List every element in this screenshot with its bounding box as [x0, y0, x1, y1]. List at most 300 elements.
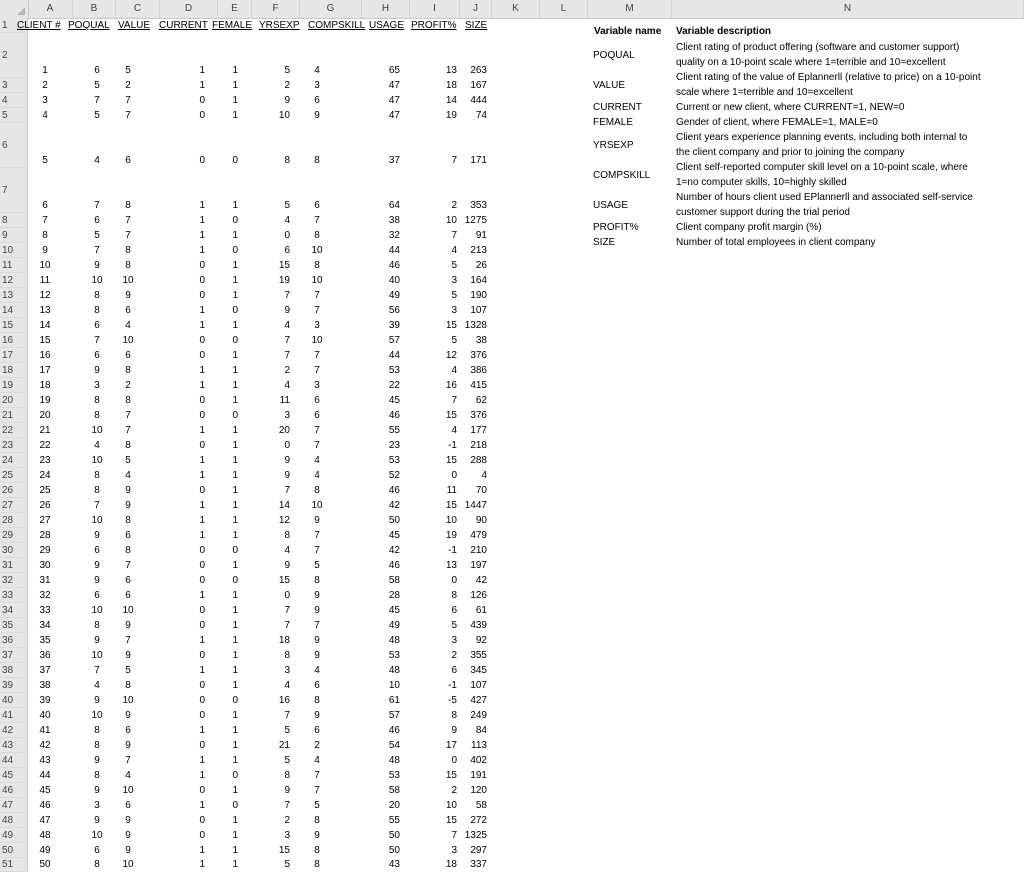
table-cell[interactable]: 1 [199, 530, 205, 541]
row-header-46[interactable]: 46 [0, 783, 28, 798]
table-cell[interactable]: 16 [278, 695, 290, 706]
table-header-poqual[interactable]: POQUAL [68, 20, 110, 31]
variable-description-line[interactable]: Client rating of product offering (software and customer support) [676, 42, 960, 53]
table-cell[interactable]: 0 [199, 740, 205, 751]
table-cell[interactable]: 27 [39, 515, 51, 526]
row-header-30[interactable]: 30 [0, 543, 28, 558]
table-cell[interactable]: 1 [199, 425, 205, 436]
row-header-12[interactable]: 12 [0, 273, 28, 288]
table-cell[interactable]: 18 [445, 80, 457, 91]
table-cell[interactable]: 6 [94, 320, 100, 331]
table-cell[interactable]: 7 [451, 830, 457, 841]
table-cell[interactable]: 8 [94, 740, 100, 751]
table-cell[interactable]: 0 [284, 590, 290, 601]
table-cell[interactable]: 15 [39, 335, 51, 346]
table-cell[interactable]: 0 [199, 155, 205, 166]
table-cell[interactable]: 402 [470, 755, 487, 766]
table-cell[interactable]: 7 [284, 350, 290, 361]
table-cell[interactable]: 13 [39, 305, 51, 316]
row-header-18[interactable]: 18 [0, 363, 28, 378]
table-cell[interactable]: 7 [94, 500, 100, 511]
table-cell[interactable]: 10 [91, 275, 103, 286]
table-cell[interactable]: 1 [232, 440, 238, 451]
table-cell[interactable]: 10 [122, 335, 134, 346]
row-header-4[interactable]: 4 [0, 93, 28, 108]
column-header-c[interactable]: C [116, 0, 160, 18]
table-cell[interactable]: 11 [279, 395, 290, 406]
table-cell[interactable]: 5 [42, 155, 48, 166]
table-cell[interactable]: 1 [232, 395, 238, 406]
table-cell[interactable]: 1 [199, 845, 205, 856]
table-cell[interactable]: 54 [388, 740, 400, 751]
table-cell[interactable]: 9 [94, 785, 100, 796]
row-header-7[interactable]: 7 [0, 168, 28, 213]
table-cell[interactable]: 7 [125, 560, 131, 571]
row-header-32[interactable]: 32 [0, 573, 28, 588]
table-cell[interactable]: 45 [388, 395, 400, 406]
table-cell[interactable]: 3 [284, 830, 290, 841]
table-cell[interactable]: 1 [232, 65, 238, 76]
table-cell[interactable]: 16 [39, 350, 51, 361]
table-cell[interactable]: 7 [125, 410, 131, 421]
table-cell[interactable]: 7 [125, 95, 131, 106]
table-cell[interactable]: 2 [284, 80, 290, 91]
row-header-25[interactable]: 25 [0, 468, 28, 483]
table-cell[interactable]: 84 [475, 725, 487, 736]
column-header-h[interactable]: H [362, 0, 410, 18]
variable-name-profit[interactable]: PROFIT% [593, 222, 639, 233]
table-cell[interactable]: 353 [470, 200, 487, 211]
table-cell[interactable]: 18 [278, 635, 290, 646]
table-cell[interactable]: 42 [475, 575, 487, 586]
table-cell[interactable]: 4 [284, 215, 290, 226]
table-cell[interactable]: 44 [388, 245, 400, 256]
table-cell[interactable]: 9 [125, 845, 131, 856]
table-cell[interactable]: 1 [199, 380, 205, 391]
table-cell[interactable]: 15 [445, 455, 457, 466]
table-cell[interactable]: 0 [199, 350, 205, 361]
table-cell[interactable]: 4 [42, 110, 48, 121]
table-cell[interactable]: 61 [475, 605, 487, 616]
table-cell[interactable]: 32 [388, 230, 400, 241]
table-cell[interactable]: 47 [388, 80, 400, 91]
row-header-23[interactable]: 23 [0, 438, 28, 453]
table-cell[interactable]: 167 [470, 80, 487, 91]
table-cell[interactable]: 8 [314, 230, 320, 241]
table-cell[interactable]: 4 [125, 320, 131, 331]
table-cell[interactable]: 1 [232, 755, 238, 766]
variable-name-compskill[interactable]: COMPSKILL [593, 170, 651, 181]
table-cell[interactable]: 42 [388, 500, 400, 511]
table-cell[interactable]: 210 [470, 545, 487, 556]
table-cell[interactable]: 8 [94, 410, 100, 421]
table-cell[interactable]: 9 [284, 785, 290, 796]
row-header-42[interactable]: 42 [0, 723, 28, 738]
table-cell[interactable]: 1 [232, 859, 238, 870]
table-cell[interactable]: 1 [232, 470, 238, 481]
table-cell[interactable]: 0 [451, 755, 457, 766]
row-header-39[interactable]: 39 [0, 678, 28, 693]
table-cell[interactable]: 43 [388, 859, 400, 870]
table-cell[interactable]: 52 [388, 470, 400, 481]
table-cell[interactable]: 8 [451, 710, 457, 721]
table-cell[interactable]: 1 [42, 65, 48, 76]
row-header-3[interactable]: 3 [0, 78, 28, 93]
table-cell[interactable]: 31 [39, 575, 51, 586]
table-cell[interactable]: 42 [388, 545, 400, 556]
row-header-27[interactable]: 27 [0, 498, 28, 513]
table-cell[interactable]: 6 [314, 680, 320, 691]
table-cell[interactable]: 7 [125, 230, 131, 241]
column-header-d[interactable]: D [160, 0, 218, 18]
table-cell[interactable]: 10 [91, 605, 103, 616]
table-cell[interactable]: 1 [199, 515, 205, 526]
table-cell[interactable]: 3 [314, 320, 320, 331]
table-cell[interactable]: 45 [388, 530, 400, 541]
table-cell[interactable]: 2 [284, 815, 290, 826]
row-header-51[interactable]: 51 [0, 858, 28, 872]
row-header-43[interactable]: 43 [0, 738, 28, 753]
table-cell[interactable]: 9 [94, 815, 100, 826]
table-cell[interactable]: 0 [451, 575, 457, 586]
table-cell[interactable]: 1 [232, 485, 238, 496]
table-cell[interactable]: 6 [94, 590, 100, 601]
table-cell[interactable]: 3 [42, 95, 48, 106]
table-cell[interactable]: 1 [199, 230, 205, 241]
table-cell[interactable]: 39 [39, 695, 51, 706]
table-cell[interactable]: 126 [470, 590, 487, 601]
table-cell[interactable]: 38 [39, 680, 51, 691]
table-cell[interactable]: 48 [388, 665, 400, 676]
table-cell[interactable]: 1 [199, 590, 205, 601]
table-cell[interactable]: 22 [39, 440, 51, 451]
table-cell[interactable]: 9 [314, 605, 320, 616]
table-cell[interactable]: 56 [388, 305, 400, 316]
select-all-corner[interactable] [0, 0, 29, 18]
table-cell[interactable]: 4 [284, 320, 290, 331]
table-cell[interactable]: 7 [284, 290, 290, 301]
table-cell[interactable]: 74 [475, 110, 487, 121]
table-cell[interactable]: 191 [470, 770, 487, 781]
row-header-1[interactable]: 1 [0, 18, 28, 33]
table-cell[interactable]: 0 [199, 680, 205, 691]
table-cell[interactable]: 9 [314, 710, 320, 721]
table-cell[interactable]: 15 [278, 845, 290, 856]
table-header-size[interactable]: SIZE [465, 20, 488, 31]
variable-description-line[interactable]: Client rating of the value of Eplannerll (relative to price) on a 10-point [676, 72, 981, 83]
row-header-36[interactable]: 36 [0, 633, 28, 648]
table-cell[interactable]: 120 [470, 785, 487, 796]
table-cell[interactable]: 4 [481, 470, 487, 481]
row-header-35[interactable]: 35 [0, 618, 28, 633]
column-header-f[interactable]: F [252, 0, 300, 18]
row-header-33[interactable]: 33 [0, 588, 28, 603]
row-header-6[interactable]: 6 [0, 123, 28, 168]
table-cell[interactable]: 28 [388, 590, 400, 601]
table-cell[interactable]: 6 [451, 665, 457, 676]
table-header-usage[interactable]: USAGE [369, 20, 405, 31]
table-cell[interactable]: 7 [94, 335, 100, 346]
row-header-2[interactable]: 2 [0, 33, 28, 78]
table-cell[interactable]: 9 [94, 260, 100, 271]
table-cell[interactable]: 7 [284, 605, 290, 616]
row-header-45[interactable]: 45 [0, 768, 28, 783]
table-cell[interactable]: 5 [284, 200, 290, 211]
table-cell[interactable]: 6 [314, 95, 320, 106]
table-cell[interactable]: 1 [232, 500, 238, 511]
table-cell[interactable]: 9 [314, 635, 320, 646]
column-header-k[interactable]: K [492, 0, 540, 18]
row-header-16[interactable]: 16 [0, 333, 28, 348]
table-cell[interactable]: 8 [125, 515, 131, 526]
table-cell[interactable]: 7 [451, 395, 457, 406]
table-cell[interactable]: 6 [284, 245, 290, 256]
table-cell[interactable]: 44 [388, 350, 400, 361]
table-cell[interactable]: 10 [311, 500, 323, 511]
table-cell[interactable]: 427 [470, 695, 487, 706]
table-cell[interactable]: 0 [199, 710, 205, 721]
table-cell[interactable]: 8 [94, 290, 100, 301]
table-cell[interactable]: 5 [451, 260, 457, 271]
table-cell[interactable]: 386 [470, 365, 487, 376]
row-header-44[interactable]: 44 [0, 753, 28, 768]
table-cell[interactable]: 15 [445, 815, 457, 826]
table-cell[interactable]: 8 [125, 365, 131, 376]
table-cell[interactable]: 7 [125, 425, 131, 436]
table-cell[interactable]: 17 [39, 365, 51, 376]
table-cell[interactable]: 9 [125, 710, 131, 721]
table-cell[interactable]: 4 [284, 380, 290, 391]
table-cell[interactable]: 6 [125, 725, 131, 736]
table-cell[interactable]: 8 [94, 725, 100, 736]
table-cell[interactable]: 33 [39, 605, 51, 616]
table-cell[interactable]: 1 [232, 710, 238, 721]
table-cell[interactable]: 0 [232, 770, 238, 781]
table-cell[interactable]: 0 [199, 695, 205, 706]
table-cell[interactable]: 4 [94, 440, 100, 451]
table-cell[interactable]: 8 [451, 590, 457, 601]
table-cell[interactable]: 1 [199, 755, 205, 766]
table-cell[interactable]: 58 [388, 575, 400, 586]
table-cell[interactable]: 107 [470, 305, 487, 316]
table-cell[interactable]: 9 [284, 560, 290, 571]
variable-description-line[interactable]: Current or new client, where CURRENT=1, NEW=0 [676, 102, 905, 113]
variable-description-line[interactable]: Gender of client, where FEMALE=1, MALE=0 [676, 117, 878, 128]
table-cell[interactable]: 7 [314, 305, 320, 316]
table-cell[interactable]: 53 [388, 455, 400, 466]
table-cell[interactable]: 13 [445, 560, 457, 571]
table-cell[interactable]: 2 [451, 785, 457, 796]
table-cell[interactable]: 46 [39, 800, 51, 811]
table-cell[interactable]: 38 [388, 215, 400, 226]
table-cell[interactable]: 7 [314, 785, 320, 796]
table-cell[interactable]: 3 [284, 665, 290, 676]
row-header-49[interactable]: 49 [0, 828, 28, 843]
table-cell[interactable]: 10 [91, 455, 103, 466]
table-cell[interactable]: 3 [94, 380, 100, 391]
table-cell[interactable]: 9 [125, 485, 131, 496]
table-cell[interactable]: 8 [42, 230, 48, 241]
table-cell[interactable]: 0 [199, 260, 205, 271]
column-header-n[interactable]: N [672, 0, 1024, 18]
table-cell[interactable]: 58 [388, 785, 400, 796]
table-cell[interactable]: 4 [314, 455, 320, 466]
table-cell[interactable]: 5 [94, 110, 100, 121]
table-cell[interactable]: 8 [125, 200, 131, 211]
table-cell[interactable]: 36 [39, 650, 51, 661]
table-cell[interactable]: 9 [314, 515, 320, 526]
column-header-j[interactable]: J [460, 0, 492, 18]
table-cell[interactable]: 19 [278, 275, 290, 286]
table-cell[interactable]: 49 [388, 290, 400, 301]
table-cell[interactable]: 7 [94, 95, 100, 106]
variable-name-usage[interactable]: USAGE [593, 200, 629, 211]
table-cell[interactable]: 355 [470, 650, 487, 661]
table-cell[interactable]: 0 [199, 620, 205, 631]
table-cell[interactable]: 8 [125, 440, 131, 451]
table-cell[interactable]: 7 [314, 365, 320, 376]
table-cell[interactable]: 10 [122, 785, 134, 796]
table-cell[interactable]: 6 [125, 155, 131, 166]
table-cell[interactable]: 5 [451, 290, 457, 301]
table-cell[interactable]: 6 [125, 800, 131, 811]
table-cell[interactable]: 2 [451, 650, 457, 661]
table-cell[interactable]: 7 [314, 545, 320, 556]
table-cell[interactable]: 8 [94, 470, 100, 481]
column-header-b[interactable]: B [73, 0, 116, 18]
table-cell[interactable]: 25 [39, 485, 51, 496]
table-cell[interactable]: 46 [388, 725, 400, 736]
table-cell[interactable]: 2 [314, 740, 320, 751]
table-cell[interactable]: 197 [470, 560, 487, 571]
variable-description-line[interactable]: customer support during the trial period [676, 207, 850, 218]
table-cell[interactable]: 218 [470, 440, 487, 451]
table-cell[interactable]: 29 [39, 545, 51, 556]
table-cell[interactable]: 19 [445, 530, 457, 541]
table-cell[interactable]: 7 [314, 350, 320, 361]
table-cell[interactable]: 11 [446, 485, 457, 496]
table-cell[interactable]: 1325 [464, 830, 487, 841]
table-cell[interactable]: 9 [451, 725, 457, 736]
table-cell[interactable]: 6 [94, 845, 100, 856]
table-cell[interactable]: 21 [278, 740, 290, 751]
table-cell[interactable]: 0 [232, 695, 238, 706]
variable-name-female[interactable]: FEMALE [593, 117, 634, 128]
table-cell[interactable]: 7 [314, 215, 320, 226]
table-cell[interactable]: 1275 [464, 215, 487, 226]
table-cell[interactable]: 18 [39, 380, 51, 391]
table-cell[interactable]: 177 [470, 425, 487, 436]
column-header-e[interactable]: E [218, 0, 252, 18]
table-cell[interactable]: 5 [94, 80, 100, 91]
table-cell[interactable]: 10 [388, 680, 400, 691]
table-cell[interactable]: 48 [39, 830, 51, 841]
table-cell[interactable]: 10 [278, 110, 290, 121]
table-cell[interactable]: 64 [388, 200, 400, 211]
table-cell[interactable]: 1 [232, 95, 238, 106]
table-cell[interactable]: 58 [475, 800, 487, 811]
row-header-21[interactable]: 21 [0, 408, 28, 423]
table-cell[interactable]: 20 [388, 800, 400, 811]
table-cell[interactable]: 13 [445, 65, 457, 76]
table-cell[interactable]: 45 [388, 605, 400, 616]
table-cell[interactable]: 5 [451, 620, 457, 631]
table-cell[interactable]: 35 [39, 635, 51, 646]
table-cell[interactable]: 164 [470, 275, 487, 286]
table-cell[interactable]: 6 [314, 410, 320, 421]
table-cell[interactable]: 7 [314, 290, 320, 301]
table-cell[interactable]: 10 [39, 260, 51, 271]
row-header-17[interactable]: 17 [0, 348, 28, 363]
table-cell[interactable]: 10 [91, 425, 103, 436]
table-cell[interactable]: 7 [284, 620, 290, 631]
table-cell[interactable]: 4 [94, 155, 100, 166]
table-cell[interactable]: 7 [451, 230, 457, 241]
table-cell[interactable]: 0 [199, 650, 205, 661]
table-cell[interactable]: 20 [278, 425, 290, 436]
table-cell[interactable]: 1447 [464, 500, 487, 511]
table-cell[interactable]: 10 [445, 515, 457, 526]
table-cell[interactable]: 61 [388, 695, 400, 706]
table-cell[interactable]: 1 [199, 320, 205, 331]
table-cell[interactable]: 7 [125, 635, 131, 646]
table-cell[interactable]: 1 [199, 725, 205, 736]
table-cell[interactable]: 9 [125, 620, 131, 631]
column-header-a[interactable]: A [28, 0, 73, 18]
table-cell[interactable]: 0 [199, 335, 205, 346]
table-cell[interactable]: 8 [314, 859, 320, 870]
table-cell[interactable]: 9 [125, 830, 131, 841]
table-cell[interactable]: 8 [94, 770, 100, 781]
table-cell[interactable]: 7 [125, 110, 131, 121]
table-cell[interactable]: 46 [388, 560, 400, 571]
table-header-current[interactable]: CURRENT [159, 20, 208, 31]
table-cell[interactable]: 9 [314, 590, 320, 601]
table-cell[interactable]: 3 [451, 275, 457, 286]
table-cell[interactable]: 14 [445, 95, 457, 106]
table-cell[interactable]: 7 [125, 755, 131, 766]
table-cell[interactable]: 2 [125, 80, 131, 91]
table-header-yrsexp[interactable]: YRSEXP [259, 20, 300, 31]
row-header-20[interactable]: 20 [0, 393, 28, 408]
table-cell[interactable]: 479 [470, 530, 487, 541]
table-cell[interactable]: 26 [475, 260, 487, 271]
table-cell[interactable]: 15 [278, 260, 290, 271]
table-cell[interactable]: 26 [39, 500, 51, 511]
variable-name-value[interactable]: VALUE [593, 80, 626, 91]
table-cell[interactable]: 0 [199, 485, 205, 496]
table-cell[interactable]: 46 [388, 485, 400, 496]
table-cell[interactable]: 1 [232, 620, 238, 631]
table-cell[interactable]: 2 [125, 380, 131, 391]
table-cell[interactable]: 0 [232, 545, 238, 556]
row-header-10[interactable]: 10 [0, 243, 28, 258]
table-cell[interactable]: 1 [232, 275, 238, 286]
column-header-g[interactable]: G [300, 0, 362, 18]
table-cell[interactable]: 7 [94, 200, 100, 211]
table-cell[interactable]: 9 [94, 575, 100, 586]
table-cell[interactable]: 8 [314, 485, 320, 496]
table-cell[interactable]: 37 [39, 665, 51, 676]
table-cell[interactable]: 1 [232, 740, 238, 751]
table-cell[interactable]: 8 [94, 305, 100, 316]
column-header-i[interactable]: I [410, 0, 460, 18]
table-cell[interactable]: 47 [39, 815, 51, 826]
table-cell[interactable]: 7 [125, 215, 131, 226]
table-cell[interactable]: 1 [232, 590, 238, 601]
table-cell[interactable]: 1 [199, 500, 205, 511]
table-cell[interactable]: 10 [91, 650, 103, 661]
